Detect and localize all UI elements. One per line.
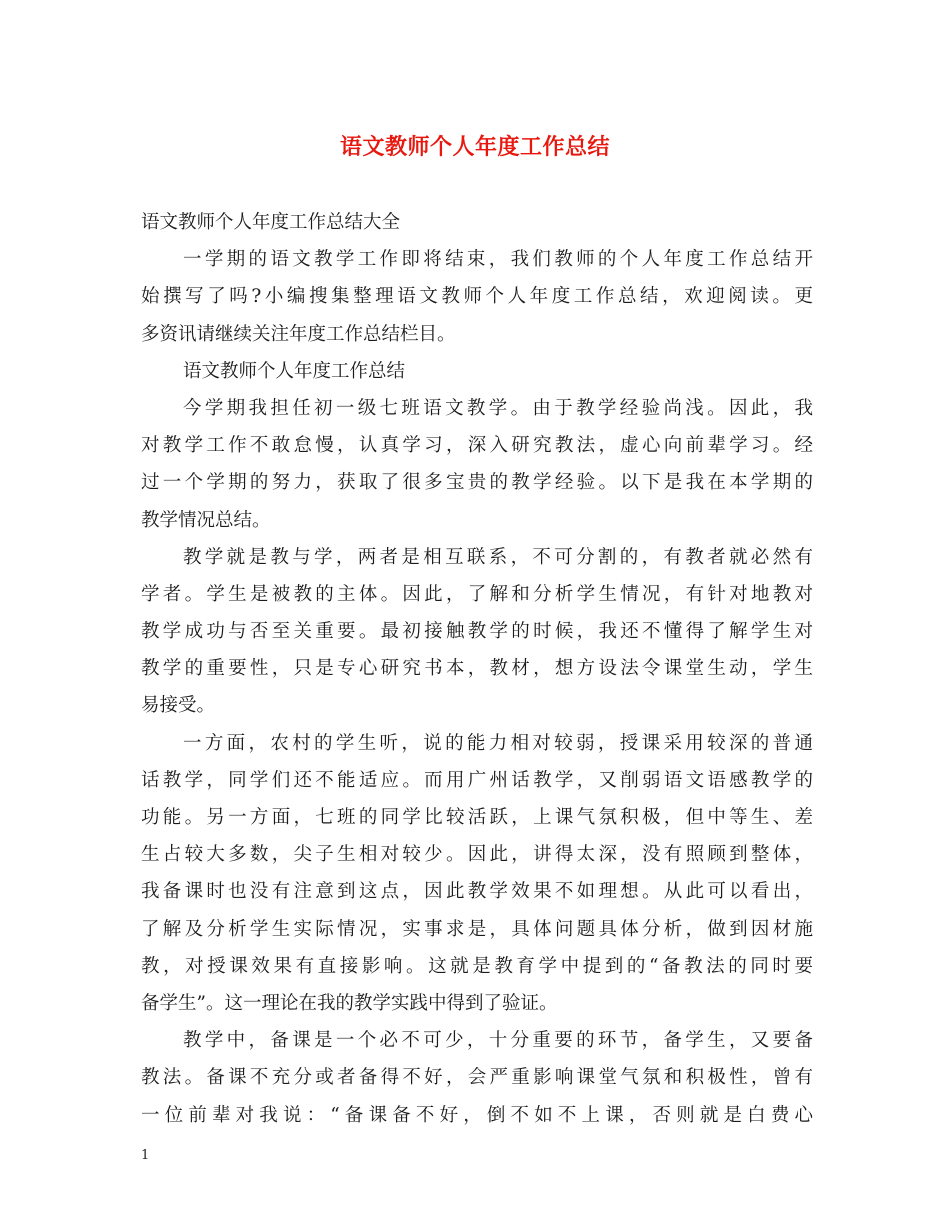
text-line: 了解及分析学生实际情况，实事求是，具体问题具体分析，做到因材施 bbox=[141, 918, 813, 940]
text-line: 多资讯请继续关注年度工作总结栏目。 bbox=[141, 323, 456, 345]
text-line: 过一个学期的努力，获取了很多宝贵的教学经验。以下是我在本学期的 bbox=[141, 472, 813, 494]
text-line: 功能。另一方面，七班的同学比较活跃，上课气氛积极，但中等生、差 bbox=[141, 807, 813, 828]
document-body bbox=[141, 204, 813, 1134]
text-line: 生占较大多数，尖子生相对较少。因此，讲得太深，没有照顾到整体， bbox=[141, 844, 813, 866]
text-line: 语文教师个人年度工作总结大全 bbox=[141, 212, 401, 233]
text-line: 教，对授课效果有直接影响。这就是教育学中提到的“备教法的同时要 bbox=[141, 955, 813, 977]
text-line: 一位前辈对我说：“备课备不好，倒不如不上课，否则就是白费心 bbox=[141, 1104, 813, 1126]
text-line: 始撰写了吗?小编搜集整理语文教师个人年度工作总结，欢迎阅读。更 bbox=[141, 286, 813, 308]
text-line: 备学生”。这一理论在我的教学实践中得到了验证。 bbox=[141, 992, 558, 1014]
text-line: 易接受。 bbox=[141, 695, 216, 717]
text-line: 今学期我担任初一级七班语文教学。由于教学经验尚浅。因此，我 bbox=[183, 397, 813, 419]
text-line: 教学情况总结。 bbox=[141, 509, 271, 531]
text-line: 教法。备课不充分或者备得不好，会严重影响课堂气氛和积极性，曾有 bbox=[141, 1067, 813, 1089]
text-line: 我备课时也没有注意到这点，因此教学效果不如理想。从此可以看出， bbox=[141, 881, 813, 903]
text-line: 一方面，农村的学生听，说的能力相对较弱，授课采用较深的普通 bbox=[183, 732, 813, 754]
text-line: 教学的重要性，只是专心研究书本，教材，想方设法令课堂生动，学生 bbox=[141, 658, 813, 680]
text-line: 学者。学生是被教的主体。因此，了解和分析学生情况，有针对地教对 bbox=[141, 583, 813, 605]
text-line: 教学中，备课是一个必不可少，十分重要的环节，备学生，又要备 bbox=[183, 1030, 813, 1052]
text-line: 语文教师个人年度工作总结 bbox=[183, 360, 406, 382]
text-line: 教学成功与否至关重要。最初接触教学的时候，我还不懂得了解学生对 bbox=[141, 621, 813, 643]
text-line: 一学期的语文教学工作即将结束，我们教师的个人年度工作总结开 bbox=[183, 249, 813, 271]
document-title: 语文教师个人年度工作总结 bbox=[339, 134, 610, 160]
page-number: 1 bbox=[141, 1148, 150, 1163]
text-line: 话教学，同学们还不能适应。而用广州话教学，又削弱语文语感教学的 bbox=[141, 769, 813, 791]
text-line: 对教学工作不敢怠慢，认真学习，深入研究教法，虚心向前辈学习。经 bbox=[141, 435, 813, 457]
text-line: 教学就是教与学，两者是相互联系，不可分割的，有教者就必然有 bbox=[183, 546, 813, 568]
